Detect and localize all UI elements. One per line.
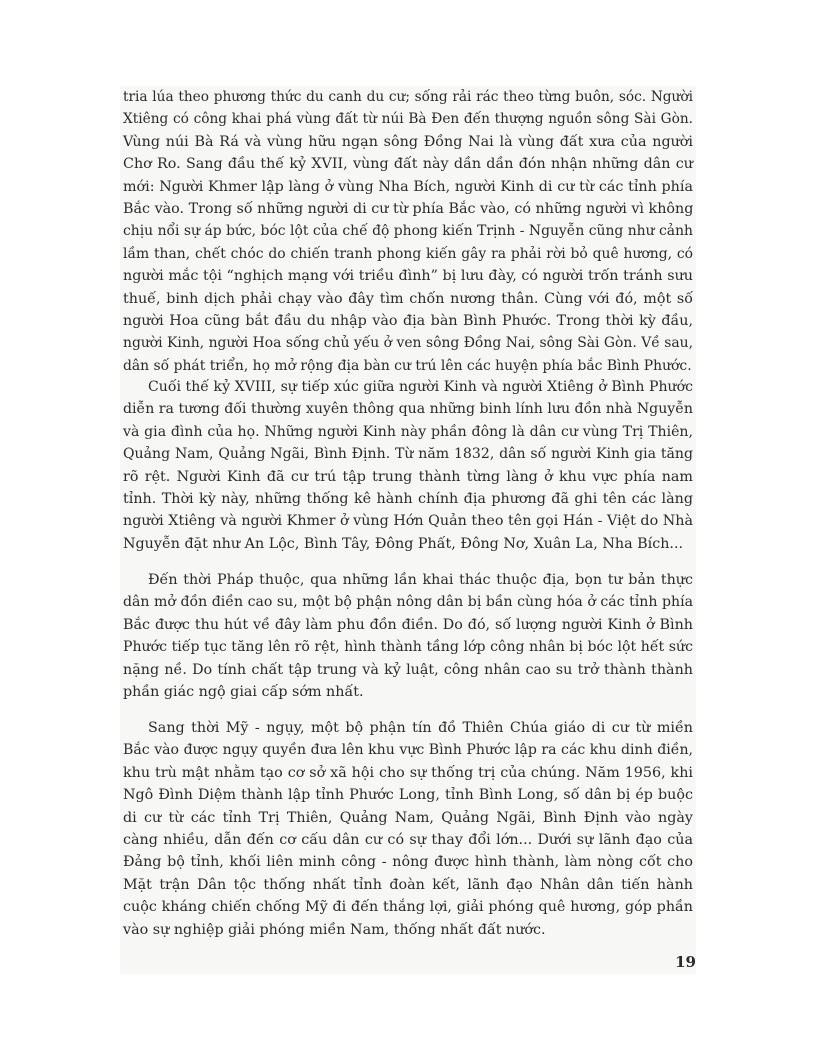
text-line: chịu nổi sự áp bức, bóc lột của chế độ phong kiến Trịnh - Nguyễn cũng như cảnh	[123, 223, 693, 240]
text-line: người Kinh, người Hoa sống chủ yếu ở ven sông Đồng Nai, sông Sài Gòn. Về sau,	[123, 335, 693, 352]
text-line: khu trù mật nhằm tạo cơ sở xã hội cho sự thống trị của chúng. Năm 1956, khi	[123, 764, 693, 781]
text-line: tria lúa theo phương thức du canh du cư; sống rải rác theo từng buôn, sóc. Người	[123, 89, 693, 105]
text-line: phần giác ngộ giai cấp sớm nhất.	[123, 684, 364, 701]
text-line: dân mở đồn điền cao su, một bộ phận nông dân bị bần cùng hóa ở các tỉnh phía	[123, 594, 693, 611]
text-line: Phước tiếp tục tăng lên rõ rệt, hình thành tầng lớp công nhân bị bóc lột hết sức	[123, 639, 693, 656]
text-line: vào sự nghiệp giải phóng miền Nam, thống nhất đất nước.	[123, 921, 546, 938]
text-line: rõ rệt. Người Kinh đã cư trú tập trung thành từng làng ở khu vực phía nam	[123, 468, 693, 485]
text-line: Quảng Nam, Quảng Ngãi, Bình Định. Từ năm 1832, dân số người Kinh gia tăng	[123, 446, 693, 463]
text-line: mới: Người Khmer lập làng ở vùng Nha Bích, người Kinh di cư từ các tỉnh phía	[123, 178, 693, 195]
text-line: Cuối thế kỷ XVIII, sự tiếp xúc giữa người Kinh và người Xtiêng ở Bình Phước	[148, 379, 693, 395]
text-line: dân số phát triển, họ mở rộng địa bàn cư trú lên các huyện phía bắc Bình Phước.	[123, 357, 692, 374]
text-line: Mặt trận Dân tộc thống nhất tỉnh đoàn kết, lãnh đạo Nhân dân tiến hành	[123, 876, 693, 893]
text-line: Bắc vào được ngụy quyền đưa lên khu vực Bình Phước lập ra các khu dinh điền,	[123, 742, 693, 759]
text-line: Nguyễn đặt như An Lộc, Bình Tây, Đông Phất, Đông Nơ, Xuân La, Nha Bích...	[123, 535, 684, 552]
text-line: nặng nề. Do tính chất tập trung và kỷ luật, công nhân cao su trở thành thành	[123, 661, 693, 678]
text-line: cuộc kháng chiến chống Mỹ đi đến thắng lợi, giải phóng quê hương, góp phần	[123, 899, 693, 916]
text-line: Xtiêng có công khai phá vùng đất từ núi Bà Đen đến thượng nguồn sông Sài Gòn.	[123, 111, 693, 128]
text-body	[120, 86, 696, 974]
paragraph-1	[120, 86, 696, 377]
text-line: người Xtiêng và người Khmer ở vùng Hớn Quản theo tên gọi Hán - Việt do Nhà	[123, 513, 693, 530]
text-line: Đến thời Pháp thuộc, qua những lần khai thác thuộc địa, bọn tư bản thực	[148, 572, 693, 588]
page-number: 19	[675, 953, 696, 971]
text-line: di cư từ các tỉnh Trị Thiên, Quảng Nam, Quảng Ngãi, Bình Định vào ngày	[123, 809, 693, 826]
text-line: Bắc vào. Trong số những người di cư từ phía Bắc vào, có những người vì không	[123, 201, 694, 218]
text-line: Bắc được thu hút về đây làm phu đồn điền. Do đó, số lượng người Kinh ở Bình	[123, 616, 693, 633]
text-line: Vùng núi Bà Rá và vùng hữu ngạn sông Đồng Nai là vùng đất xưa của người	[123, 133, 693, 150]
text-line: và gia đình của họ. Những người Kinh này phần đông là dân cư vùng Trị Thiên,	[123, 423, 693, 440]
text-line: người mắc tội “nghịch mạng với triều đình” bị lưu đày, có người trốn tránh sưu	[123, 268, 693, 285]
text-line: càng nhiều, dẫn đến cơ cấu dân cư có sự thay đổi lớn... Dưới sự lãnh đạo của	[123, 832, 693, 849]
paragraph-4	[120, 717, 696, 941]
text-line: Chơ Ro. Sang đầu thế kỷ XVII, vùng đất này dần dần đón nhận những dân cư	[123, 156, 693, 173]
text-line: thuế, binh dịch phải chạy vào đây tìm chốn nương thân. Cùng với đó, một số	[123, 290, 693, 307]
text-line: Đảng bộ tỉnh, khối liên minh công - nông được hình thành, làm nòng cốt cho	[123, 854, 693, 871]
paragraph-3	[120, 569, 696, 703]
text-line: tỉnh. Thời kỳ này, những thống kê hành chính địa phương đã ghi tên các làng	[123, 491, 693, 508]
text-line: Ngô Đình Diệm thành lập tỉnh Phước Long, tỉnh Bình Long, số dân bị ép buộc	[123, 787, 693, 804]
text-line: Sang thời Mỹ - ngụy, một bộ phận tín đồ Thiên Chúa giáo di cư từ miền	[148, 720, 693, 736]
text-line: lầm than, chết chóc do chiến tranh phong kiến gây ra phải rời bỏ quê hương, có	[123, 245, 693, 262]
text-line: diễn ra tương đối thường xuyên thông qua những binh lính lưu đồn nhà Nguyễn	[123, 401, 693, 418]
text-line: người Hoa cũng bắt đầu du nhập vào địa bàn Bình Phước. Trong thời kỳ đầu,	[123, 313, 693, 330]
paragraph-2	[120, 376, 696, 555]
